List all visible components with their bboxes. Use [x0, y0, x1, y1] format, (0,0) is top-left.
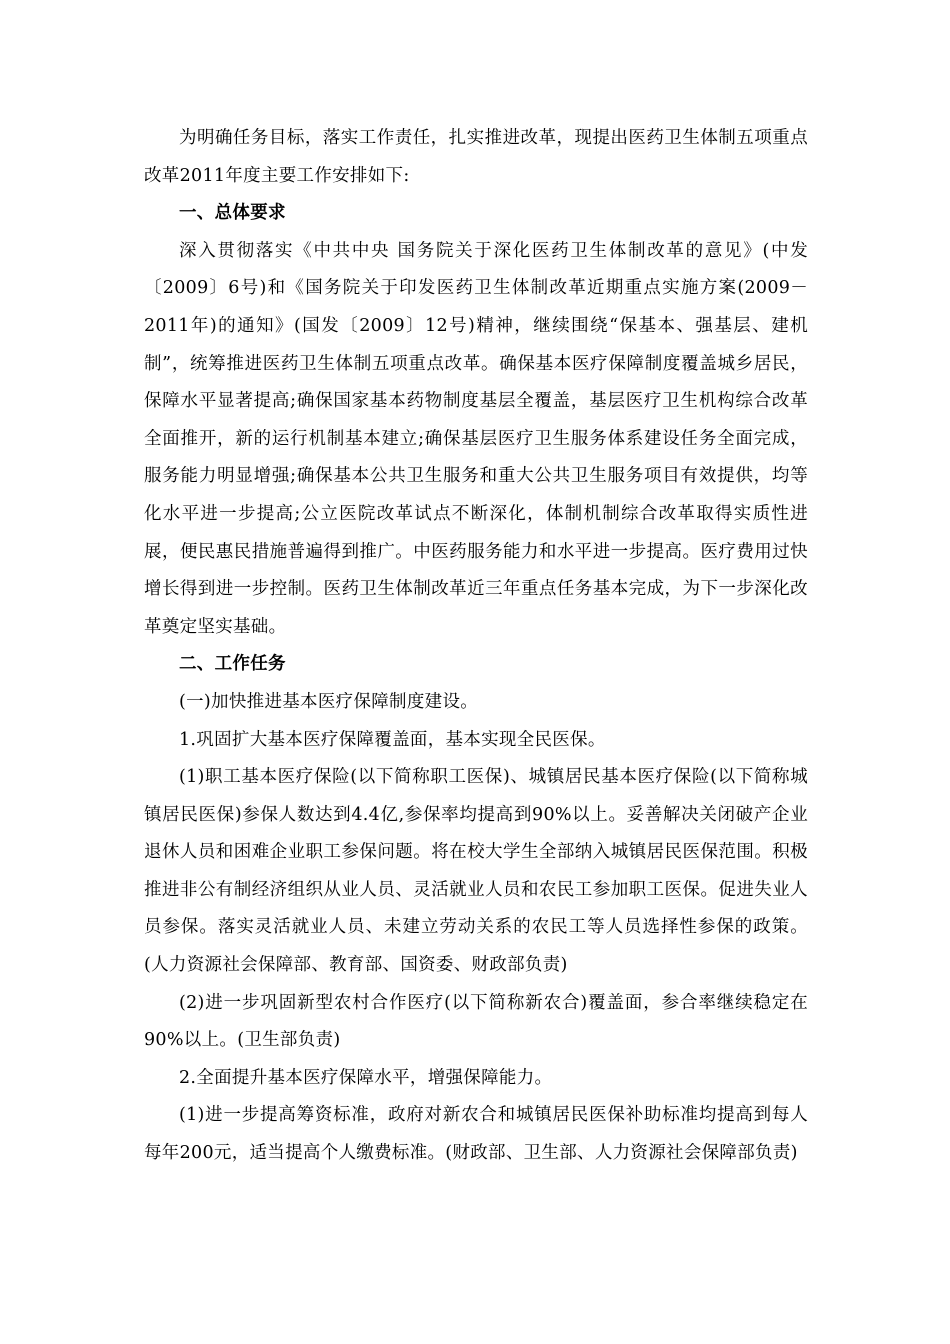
item-heading-1: 1.巩固扩大基本医疗保障覆盖面，基本实现全民医保。 — [179, 729, 606, 750]
item-paragraph-1-2: (2)进一步巩固新型农村合作医疗(以下简称新农合)覆盖面，参合率继续稳定在90%以上。(卫生部负责) — [144, 992, 808, 1051]
item-heading-2: 2.全面提升基本医疗保障水平，增强保障能力。 — [179, 1067, 553, 1088]
subsection-heading-1: (一)加快推进基本医疗保障制度建设。 — [179, 691, 479, 712]
item-paragraph-2-1: (1)进一步提高筹资标准，政府对新农合和城镇居民医保补助标准均提高到每人每年200元，适当提高个人缴费标准。(财政部、卫生部、人力资源社会保障部负责) — [144, 1105, 808, 1164]
section-heading-work-tasks: 二、工作任务 — [179, 654, 286, 675]
intro-paragraph: 为明确任务目标，落实工作责任，扎实推进改革，现提出医药卫生体制五项重点改革2011年度主要工作安排如下: — [144, 128, 808, 186]
item-paragraph-1-1: (1)职工基本医疗保险(以下简称职工医保)、城镇居民基本医疗保险(以下简称城镇居民医保)参保人数达到4.4亿,参保率均提高到90%以上。妥善解决关闭破产企业退休人员和困难企业职工参保问题。将在校大学生全部纳入城镇居民医保范围。积极推进非公有制经济组织从业人员、灵活就业人员和农民工参加职工医保。促进失业人员参保。落实灵活就业人员、未建立劳动关系的农民工等人员选择性参保的政策。(人力资源社会保障部、教育部、国资委、财政部负责) — [144, 767, 808, 976]
section-heading-general-requirements: 一、总体要求 — [179, 203, 286, 224]
general-requirements-paragraph: 深入贯彻落实《中共中央 国务院关于深化医药卫生体制改革的意见》(中发〔2009〕6号)和《国务院关于印发医药卫生体制改革近期重点实施方案(2009－2011年)的通知》(国发〔2009〕12号)精神，继续围绕“保基本、强基层、建机制”，统筹推进医药卫生体制五项重点改革。确保基本医疗保障制度覆盖城乡居民，保障水平显著提高;确保国家基本药物制度基层全覆盖，基层医疗卫生机构综合改革全面推开，新的运行机制基本建立;确保基层医疗卫生服务体系建设任务全面完成，服务能力明显增强;确保基本公共卫生服务和重大公共卫生服务项目有效提供，均等化水平进一步提高;公立医院改革试点不断深化，体制机制综合改革取得实质性进展，便民惠民措施普遍得到推广。中医药服务能力和水平进一步提高。医疗费用过快增长得到进一步控制。医药卫生体制改革近三年重点任务基本完成，为下一步深化改革奠定坚实基础。 — [144, 240, 808, 637]
document-body — [144, 120, 808, 1173]
